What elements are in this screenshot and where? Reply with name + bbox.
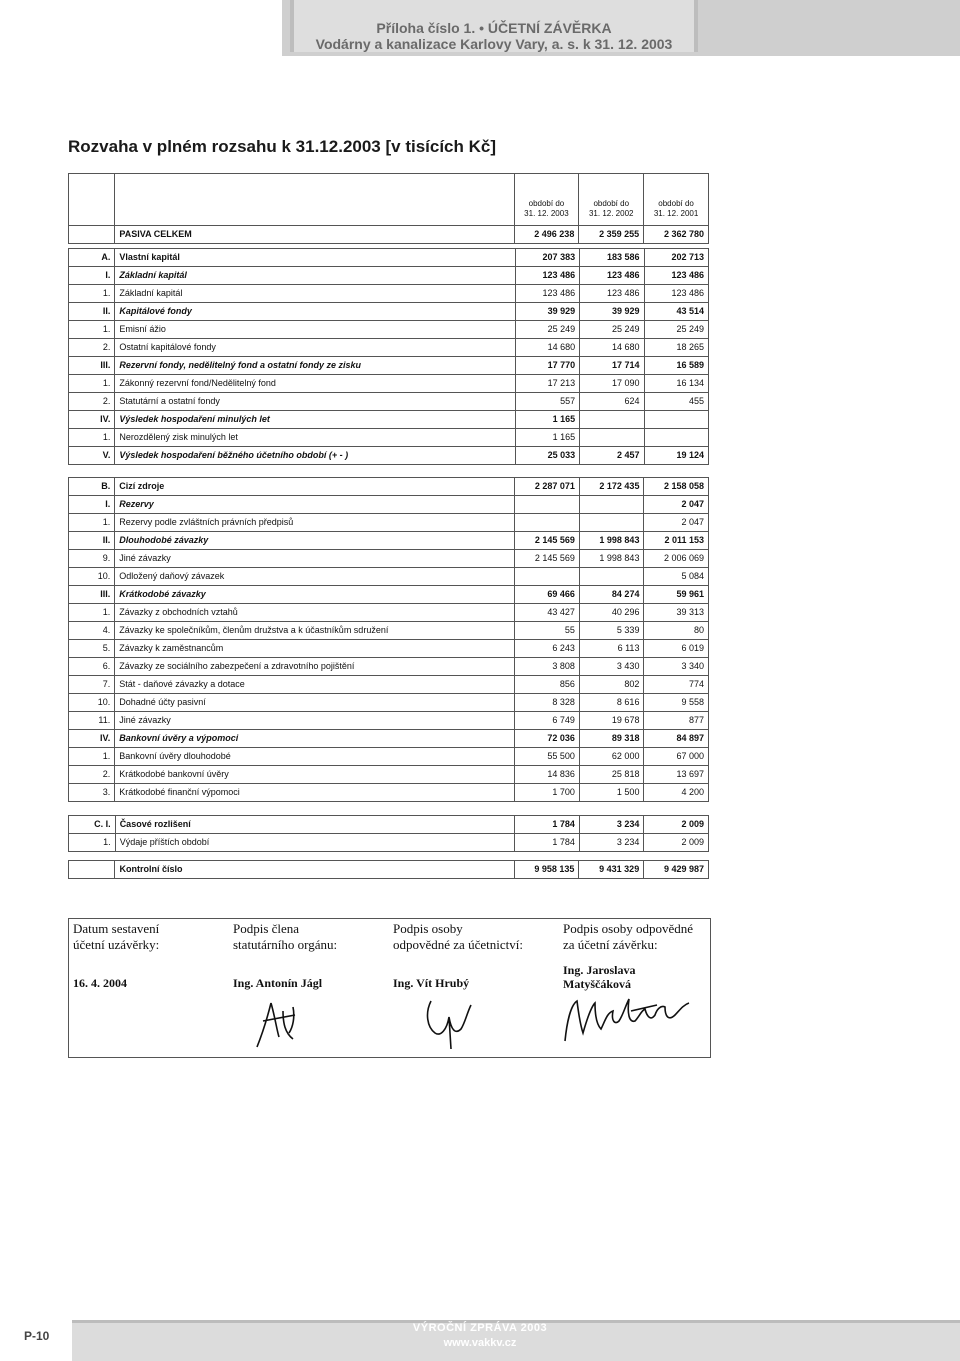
value-2001: 2 047 [644,496,709,514]
table-row [69,640,709,658]
value-2002: 123 486 [580,285,644,303]
row-label: Ostatní kapitálové fondy [115,339,515,357]
table-row [69,357,709,375]
value-2002: 25 818 [579,766,644,784]
row-mark: 7. [69,676,115,694]
row-label: Rezervní fondy, nedělitelný fond a ostatní fondy ze zisku [115,357,515,375]
row-label: Bankovní úvěry a výpomoci [115,730,515,748]
row-mark: I. [69,267,115,285]
row-mark: 1. [69,285,115,303]
value-2002: 19 678 [579,712,644,730]
value-2001: 43 514 [644,303,708,321]
sig-closing-label: Podpis osoby odpovědné za účetní závěrku: [563,921,693,952]
table-row [69,321,709,339]
value-2002: 123 486 [580,267,644,285]
value-2002 [579,496,644,514]
value-2002: 40 296 [579,604,644,622]
sig-date-label: Datum sestavení účetní uzávěrky: [73,921,160,952]
row-label: Krátkodobé závazky [115,586,515,604]
value-2003 [515,496,580,514]
row-label: Kapitálové fondy [115,303,515,321]
value-2003: 69 466 [515,586,580,604]
table-row [69,267,709,285]
row-mark: A. [69,249,115,267]
value-2002: 84 274 [579,586,644,604]
table-row [69,730,709,748]
value-2003: 123 486 [515,285,579,303]
table-row [69,303,709,321]
row-mark: 3. [69,784,115,802]
row-label: Výsledek hospodaření minulých let [115,411,515,429]
sig-statutory-name: Ing. Antonín Jágl [233,976,323,990]
value-2002: 14 680 [580,339,644,357]
value-2002 [580,411,644,429]
total-label: PASIVA CELKEM [115,226,514,244]
row-label: Emisní ážio [115,321,515,339]
table-row [69,447,709,465]
value-2001 [644,429,708,447]
table-row [69,496,709,514]
table-row [69,393,709,411]
value-2001: 123 486 [644,285,708,303]
value-2003: 8 328 [515,694,580,712]
row-label: Základní kapitál [115,285,515,303]
value-2003 [515,568,580,586]
value-2002 [579,568,644,586]
value-2001: 59 961 [644,586,709,604]
value-2002: 89 318 [579,730,644,748]
value-2002: 3 234 [579,834,644,852]
signature-jagl [249,997,309,1053]
row-mark: 1. [69,429,115,447]
value-2003: 2 145 569 [515,532,580,550]
signature-box [68,918,711,1058]
row-mark: II. [69,532,115,550]
row-label: Závazky ke společníkům, členům družstva a k účastníkům sdružení [115,622,515,640]
row-label: Bankovní úvěry dlouhodobé [115,748,515,766]
control-label: Kontrolní číslo [115,861,514,879]
row-mark: 4. [69,622,115,640]
value-2003: 17 770 [515,357,579,375]
value-2002: 62 000 [579,748,644,766]
row-mark: 5. [69,640,115,658]
value-2003: 6 749 [515,712,580,730]
header-company: Vodárny a kanalizace Karlovy Vary, a. s. k 31. 12. 2003 [315,36,673,52]
value-2003: 39 929 [515,303,579,321]
row-mark: 1. [69,321,115,339]
sig-accounting-label: Podpis osoby odpovědné za účetnictví: [393,921,523,952]
row-mark: 2. [69,766,115,784]
value-2003: 1 165 [515,429,579,447]
row-label: Jiné závazky [115,712,515,730]
value-2003: 1 700 [515,784,580,802]
value-2003: 14 680 [515,339,579,357]
signature-hruby [421,993,481,1053]
value-2001: 18 265 [644,339,708,357]
row-label: Dlouhodobé závazky [115,532,515,550]
control-row: Kontrolní číslo 9 958 135 9 431 329 9 429 987 [69,861,709,879]
value-2002: 8 616 [579,694,644,712]
value-2001: 3 340 [644,658,709,676]
value-2001: 19 124 [644,447,708,465]
value-2002: 3 430 [579,658,644,676]
signature-matyscakova [561,991,697,1051]
row-mark: 1. [69,375,115,393]
column-header-2002: období do 31. 12. 2002 [579,174,644,226]
value-2001: 2 047 [644,514,709,532]
row-mark: 1. [69,748,115,766]
table-row [69,712,709,730]
table-row [69,550,709,568]
table-row [69,586,709,604]
value-2003: 14 836 [515,766,580,784]
row-mark: III. [69,357,115,375]
row-mark: 9. [69,550,115,568]
value-2003: 6 243 [515,640,580,658]
table-row [69,285,709,303]
row-label: Výsledek hospodaření běžného účetního období (+ - ) [115,447,515,465]
sig-date-value: 16. 4. 2004 [73,976,127,990]
table-row [69,676,709,694]
row-mark: 10. [69,694,115,712]
table-row [69,568,709,586]
row-label: Cizí zdroje [115,478,515,496]
row-mark: 1. [69,514,115,532]
row-label: Jiné závazky [115,550,515,568]
row-label: Závazky k zaměstnancům [115,640,515,658]
row-label: Závazky ze sociálního zabezpečení a zdravotního pojištění [115,658,515,676]
value-2002: 25 249 [580,321,644,339]
row-mark: 11. [69,712,115,730]
value-2001: 2 009 [644,816,709,834]
balance-header-table [68,173,709,244]
value-2003: 2 287 071 [515,478,580,496]
value-2003: 25 249 [515,321,579,339]
table-row [69,834,709,852]
value-2003: 2 145 569 [515,550,580,568]
value-2002: 624 [580,393,644,411]
value-2001: 2 158 058 [644,478,709,496]
row-mark: II. [69,303,115,321]
row-label: Časové rozlišení [115,816,515,834]
row-label: Rezervy [115,496,515,514]
total-row: PASIVA CELKEM 2 496 238 2 359 255 2 362 780 [69,226,709,244]
value-2001: 80 [644,622,709,640]
value-2003: 207 383 [515,249,579,267]
row-mark: 2. [69,393,115,411]
value-2001: 25 249 [644,321,708,339]
value-2003: 123 486 [515,267,579,285]
row-label: Rezervy podle zvláštních právních předpisů [115,514,515,532]
value-2002: 17 714 [580,357,644,375]
row-mark: 2. [69,339,115,357]
row-mark: 10. [69,568,115,586]
page-title: Rozvaha v plném rozsahu k 31.12.2003 [v tisících Kč] [68,137,497,156]
accruals-table [68,815,709,852]
value-2003: 1 165 [515,411,579,429]
value-2003: 17 213 [515,375,579,393]
value-2003: 55 500 [515,748,580,766]
value-2003: 856 [515,676,580,694]
value-2001: 774 [644,676,709,694]
value-2003: 3 808 [515,658,580,676]
value-2001: 123 486 [644,267,708,285]
value-2003: 1 784 [515,834,580,852]
row-mark: 1. [69,604,115,622]
value-2003: 1 784 [515,816,580,834]
column-header-2001: období do 31. 12. 2001 [644,174,709,226]
column-header-2003: období do 31. 12. 2003 [514,174,579,226]
value-2001: 9 558 [644,694,709,712]
row-mark: I. [69,496,115,514]
table-row [69,748,709,766]
value-2001: 2 006 069 [644,550,709,568]
header-title: Příloha číslo 1. • ÚČETNÍ ZÁVĚRKA [376,20,612,36]
table-row [69,784,709,802]
row-label: Závazky z obchodních vztahů [115,604,515,622]
table-row [69,429,709,447]
row-mark: IV. [69,730,115,748]
row-mark: 1. [69,834,116,852]
row-mark: B. [69,478,115,496]
table-row [69,622,709,640]
row-label: Dohadné účty pasivní [115,694,515,712]
value-2002: 183 586 [580,249,644,267]
value-2002: 39 929 [580,303,644,321]
value-2001: 39 313 [644,604,709,622]
table-row [69,375,709,393]
row-label: Statutární a ostatní fondy [115,393,515,411]
value-2003: 43 427 [515,604,580,622]
value-2002: 2 172 435 [579,478,644,496]
value-2001: 4 200 [644,784,709,802]
row-label: Výdaje příštích období [115,834,515,852]
table-row [69,249,709,267]
value-2002: 1 500 [579,784,644,802]
value-2001: 5 084 [644,568,709,586]
sig-closing-name: Ing. Jaroslava Matyščáková [563,963,636,991]
value-2001: 455 [644,393,708,411]
row-label: Zákonný rezervní fond/Nedělitelný fond [115,375,515,393]
control-table [68,860,709,879]
value-2001: 877 [644,712,709,730]
value-2002: 6 113 [579,640,644,658]
row-mark: C. I. [69,816,116,834]
row-label: Odložený daňový závazek [115,568,515,586]
value-2001 [644,411,708,429]
value-2003: 55 [515,622,580,640]
column-header-row [69,174,709,226]
value-2002 [579,514,644,532]
document-header [290,0,698,52]
table-row [69,514,709,532]
value-2003: 25 033 [515,447,579,465]
table-row [69,339,709,357]
liabilities-table [68,477,709,802]
value-2001: 6 019 [644,640,709,658]
row-label: Vlastní kapitál [115,249,515,267]
value-2001: 67 000 [644,748,709,766]
value-2003: 72 036 [515,730,580,748]
row-mark: III. [69,586,115,604]
footer-report-title: VÝROČNÍ ZPRÁVA 2003 [412,1322,548,1334]
value-2001: 202 713 [644,249,708,267]
page-number: P-10 [24,1329,50,1343]
row-label: Krátkodobé bankovní úvěry [115,766,515,784]
value-2001: 16 134 [644,375,708,393]
value-2002 [580,429,644,447]
row-label: Stát - daňové závazky a dotace [115,676,515,694]
table-row [69,766,709,784]
table-row [69,658,709,676]
row-label: Krátkodobé finanční výpomoci [115,784,515,802]
row-label: Nerozdělený zisk minulých let [115,429,515,447]
sig-statutory-label: Podpis člena statutárního orgánu: [233,921,338,952]
value-2001: 13 697 [644,766,709,784]
table-row [69,816,709,834]
sig-accounting-name: Ing. Vít Hrubý [393,976,470,990]
value-2002: 17 090 [580,375,644,393]
value-2002: 1 998 843 [579,550,644,568]
value-2002: 802 [579,676,644,694]
value-2001: 2 009 [644,834,709,852]
value-2002: 2 457 [580,447,644,465]
table-row [69,604,709,622]
table-row [69,411,709,429]
value-2001: 84 897 [644,730,709,748]
row-label: Základní kapitál [115,267,515,285]
value-2002: 3 234 [579,816,644,834]
table-row [69,532,709,550]
value-2001: 16 589 [644,357,708,375]
equity-table [68,248,709,465]
value-2003: 557 [515,393,579,411]
value-2001: 2 011 153 [644,532,709,550]
value-2002: 5 339 [579,622,644,640]
footer-website: www.vakkv.cz [443,1337,517,1349]
row-mark: 6. [69,658,115,676]
row-mark: IV. [69,411,115,429]
value-2002: 1 998 843 [579,532,644,550]
table-row [69,694,709,712]
row-mark: V. [69,447,115,465]
table-row [69,478,709,496]
value-2003 [515,514,580,532]
